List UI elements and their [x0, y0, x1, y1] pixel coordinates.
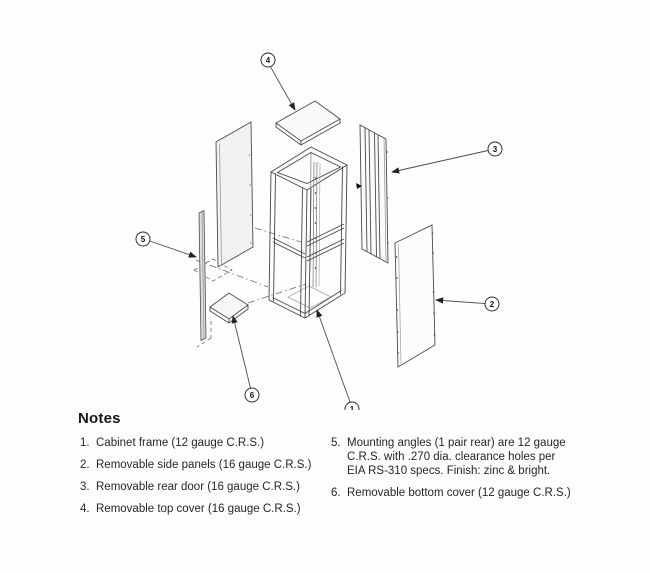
- note-1-number: 1.: [80, 437, 90, 449]
- note-item-4: [80, 502, 328, 516]
- note-4-text: Removable top cover (16 gauge C.R.S.): [96, 503, 301, 515]
- note-3-number: 3.: [80, 481, 90, 493]
- notes-heading: Notes: [78, 410, 121, 427]
- left-side-panel: [216, 122, 253, 267]
- callout-4-number: 4: [265, 55, 271, 65]
- callout-1: [345, 402, 359, 410]
- callout-1-number: 1: [349, 404, 355, 410]
- rear-door: [356, 125, 389, 263]
- note-item-1: [80, 436, 328, 450]
- note-6-text: Removable bottom cover (12 gauge C.R.S.): [347, 487, 571, 499]
- note-4-number: 4.: [80, 503, 90, 515]
- notes-column-left: [80, 436, 328, 524]
- top-cover: [276, 101, 340, 145]
- note-3-text: Removable rear door (16 gauge C.R.S.): [96, 481, 300, 493]
- note-5-number: 5.: [331, 437, 341, 449]
- note-2-number: 2.: [80, 459, 90, 471]
- note-6-number: 6.: [331, 487, 341, 499]
- bottom-cover: [210, 293, 248, 323]
- callout-6-number: 6: [249, 390, 255, 400]
- callout-6: [245, 388, 259, 402]
- note-5-text: Mounting angles (1 pair rear) are 12 gauge C.R.S. with .270 dia. clearance holes per EIA RS-310 specs. Finish: zinc & bright.: [347, 437, 566, 477]
- callout-2-number: 2: [489, 299, 495, 309]
- notes-column-right: [331, 436, 573, 508]
- note-item-6: [331, 486, 573, 500]
- note-1-text: Cabinet frame (12 gauge C.R.S.): [96, 437, 265, 449]
- callout-2: [485, 297, 499, 311]
- note-item-3: [80, 480, 328, 494]
- mounting-angle: [199, 211, 206, 341]
- callout-3-number: 3: [492, 144, 498, 154]
- right-side-panel: [395, 225, 435, 367]
- note-item-2: [80, 458, 328, 472]
- callout-5: [136, 232, 150, 246]
- note-item-5: [331, 436, 573, 478]
- note-2-text: Removable side panels (16 gauge C.R.S.): [96, 459, 312, 471]
- callout-3: [488, 142, 502, 156]
- callout-4: [261, 53, 275, 67]
- callout-5-number: 5: [140, 234, 146, 244]
